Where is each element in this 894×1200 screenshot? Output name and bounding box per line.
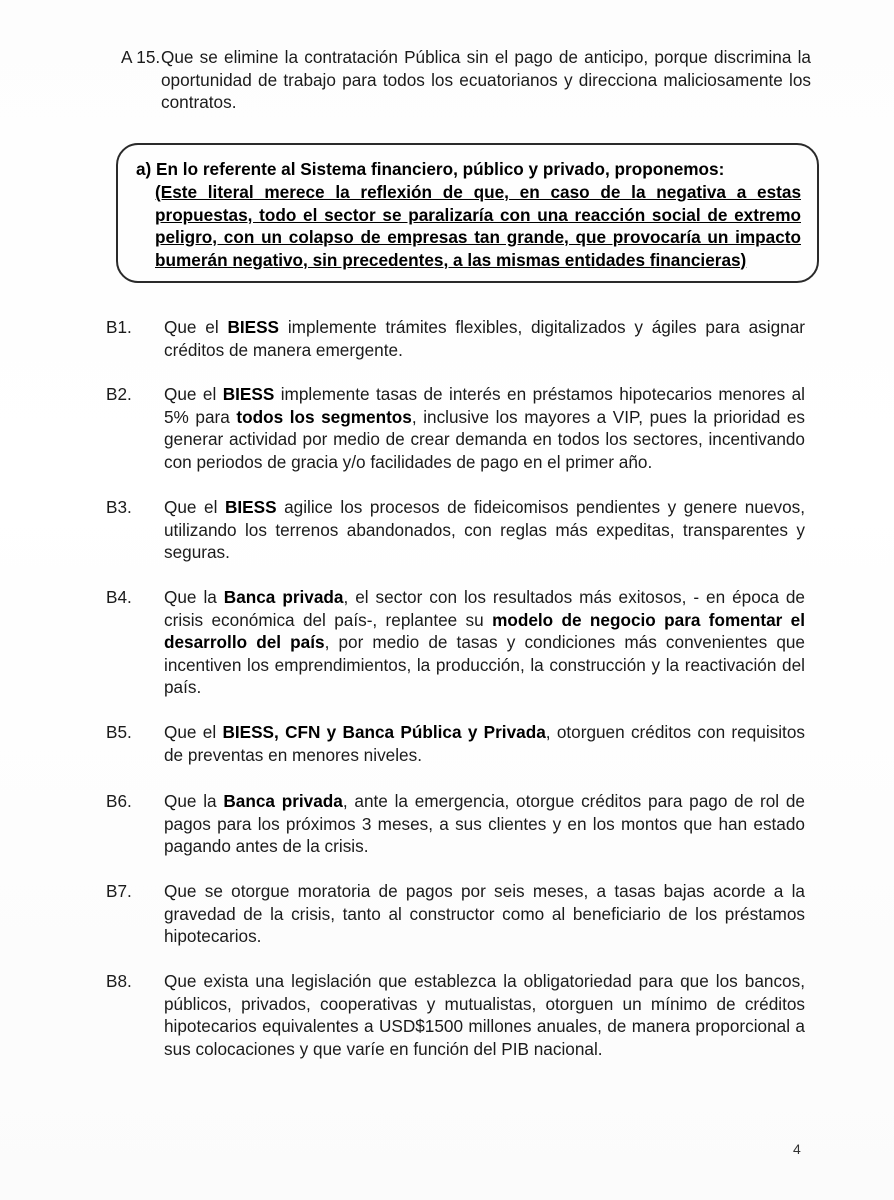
item-bold: BIESS [227, 317, 280, 337]
item-text: Que la [164, 791, 224, 811]
item-label: B8. [106, 971, 132, 991]
section-note: (Este literal merece la reflexión de que, en caso de la negativa a estas propuestas, todo el sector se paralizaría con una reacción social de extremo peligro, con un colapso de empresas tan grande, que provocaría un impacto bumerán negativo, sin precedentes, a las mismas entidades financieras) [155, 182, 801, 270]
item-b8 [106, 970, 805, 1060]
page-number: 4 [793, 1141, 801, 1157]
item-text: Que el [164, 317, 228, 337]
item-b5 [106, 721, 805, 766]
item-bold: Banca privada [223, 791, 343, 811]
item-text: agilice los procesos de fideicomisos pendientes y genere nuevos, utilizando los terrenos abandonados, con reglas más expeditas, transparentes y seguras. [164, 497, 805, 563]
item-label: A 15. [121, 47, 161, 67]
item-bold: BIESS [224, 497, 277, 517]
item-label: B1. [106, 317, 132, 337]
item-bold: BIESS, CFN y Banca Pública y Privada [222, 722, 546, 742]
financial-system-box [116, 143, 819, 283]
item-bold: todos los segmentos [236, 406, 412, 427]
item-bold: BIESS [222, 384, 275, 404]
item-label: B3. [106, 497, 132, 517]
item-text: implemente tasas de interés en préstamos hipotecarios menores al 5% para [164, 384, 806, 427]
item-text: , inclusive los mayores a VIP, pues la prioridad es generar actividad por medio de crear demanda en todos los sectores, incentivando con periodos de gracia y/o facilidades de pago en el primer año. [164, 406, 805, 472]
item-b2 [106, 383, 806, 473]
item-b3 [106, 496, 805, 564]
item-a15 [121, 46, 811, 114]
item-text: Que se otorgue moratoria de pagos por seis meses, a tasas bajas acorde a la gravedad de la crisis, tanto al constructor como al beneficiario de los préstamos hipotecarios. [164, 881, 805, 947]
item-b1 [106, 316, 805, 361]
item-text: Que el [164, 384, 223, 404]
item-label: B6. [106, 791, 132, 811]
item-bold: Banca privada [223, 587, 344, 607]
item-text: Que el [164, 497, 225, 517]
item-text: , ante la emergencia, otorgue créditos para pago de rol de pagos para los próximos 3 meses, a sus clientes y en los montos que han estado pagando antes de la crisis. [164, 791, 805, 857]
item-label: B2. [106, 384, 132, 404]
item-text: Que se elimine la contratación Pública sin el pago de anticipo, porque discrimina la oportunidad de trabajo para todos los ecuatorianos y direcciona maliciosamente los contratos. [161, 47, 811, 112]
item-b7 [106, 880, 805, 948]
item-bold: modelo de negocio para fomentar el desarrollo del país [164, 609, 806, 653]
item-text: implemente trámites flexibles, digitalizados y ágiles para asignar créditos de manera emergente. [164, 317, 805, 360]
item-b6 [106, 790, 805, 858]
item-label: B4. [106, 587, 132, 607]
item-text: Que la [164, 587, 224, 607]
item-b4 [106, 586, 806, 699]
item-text: Que el [164, 722, 223, 742]
item-text: Que exista una legislación que establezca la obligatoriedad para que los bancos, públicos, privados, cooperativas y mutualistas, otorguen un mínimo de créditos hipotecarios equivalentes a USD$1500 millones anuales, de manera proporcional a sus colocaciones y que varíe en función del PIB nacional. [164, 971, 805, 1059]
item-label: B5. [106, 722, 132, 742]
item-text: , por medio de tasas y condiciones más convenientes que incentiven los emprendimientos, la producción, la construcción y la reactivación del país. [164, 632, 805, 698]
item-text: , el sector con los resultados más exitosos, - en época de crisis económica del país-, replantee su [164, 587, 805, 630]
section-heading: a) En lo referente al Sistema financiero, público y privado, proponemos: [136, 159, 725, 179]
item-label: B7. [106, 881, 132, 901]
item-text: , otorguen créditos con requisitos de preventas en menores niveles. [164, 722, 805, 765]
